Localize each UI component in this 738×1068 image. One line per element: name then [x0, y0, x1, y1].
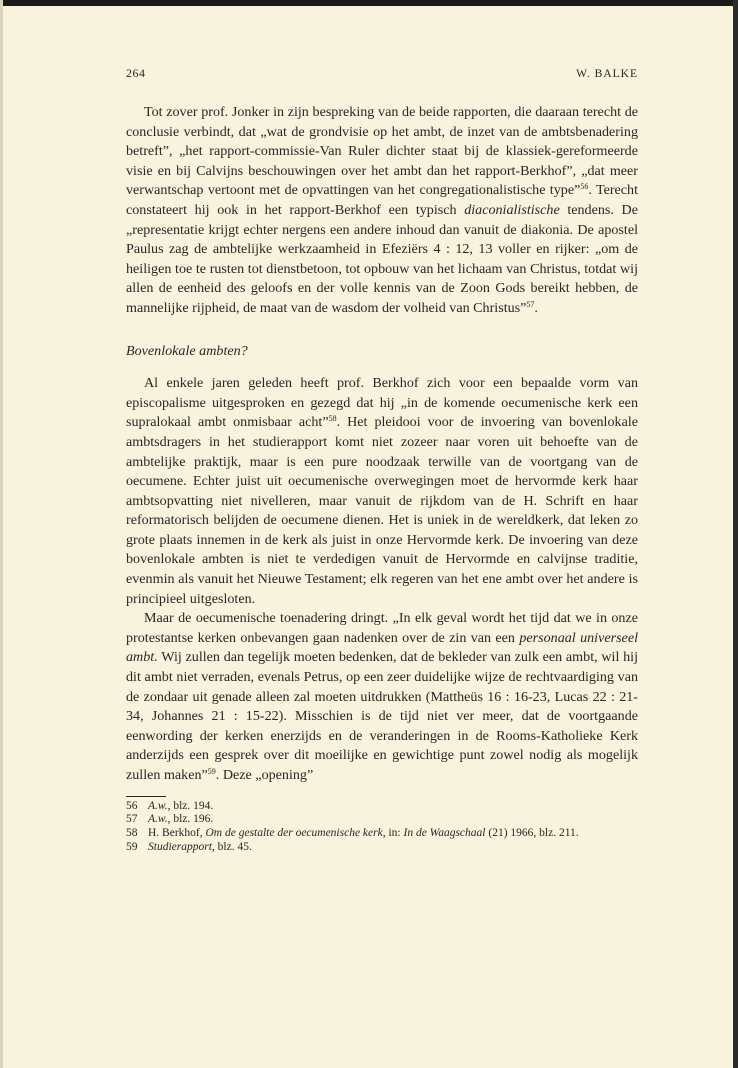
footnote-number: 58 — [126, 827, 138, 840]
page-header — [126, 66, 638, 84]
footnote: 56 A.w., blz. 194. — [126, 799, 214, 812]
footnotes — [126, 800, 638, 855]
footnote-ref: 56 — [580, 182, 589, 192]
footnote: 59 Studierapport, blz. 45. — [126, 840, 252, 853]
footnote-ref: 59 — [207, 767, 216, 776]
footnote-number: 57 — [126, 813, 138, 826]
body-text — [126, 103, 638, 786]
emphasis: personaal universeel ambt. — [126, 629, 638, 666]
scan-top-edge — [0, 0, 738, 6]
footnote: 58 H. Berkhof, Om de gestalte der oecumenische kerk, in: In de Waagschaal (21) 1966, blz. 211. — [126, 827, 579, 840]
running-head: W. BALKE — [576, 68, 638, 80]
section-heading: Bovenlokale ambten? — [126, 342, 248, 359]
paragraph: Al enkele jaren geleden heeft prof. Berkhof zich voor een bepaalde vorm van episcopalisme uitgesproken en gezegd dat hij „in de komende oecumenische kerk een supralokaal ambt onmisbaar acht”$^{58}$. Het pleidooi voor de invoering van bovenlokale ambtsdragers in het studierapport komt niet zozeer naar voren uit behoefte van de ambtelijke praktijk, maar is een pure noodzaak terwille van de voortgang van de oecumene. Echter juist uit oecumenische overwegingen moet de hervormde kerk haar ambtsopvatting niet nivelleren, maar vanuit de rijkdom van de H. Schrift en haar reformatorisch belijden de oecumene dienen. Het is uniek in de wereldkerk, dat leken zo grote plaats innemen in de kerk als juist in onze Hervormde kerk. De invoering van deze bovenlokale ambten is niet te verdedigen vanuit de Hervormde en calvijnse traditie, evenmin als vanuit het Nieuwe Testament; elk regeren van het ene ambt over het andere is principieel uitgesloten. — [126, 375, 638, 607]
footnote-number: 56 — [126, 799, 138, 812]
book-page — [126, 66, 638, 855]
paragraph: Maar de oecumenische toenadering dringt. „In elk geval wordt het tijd dat we in onze protestantse kerken onbevangen gaan nadenken over de zin van een personaal universeel ambt. Wij zullen dan tegelijk moeten bedenken, dat de bekleder van zulk een ambt, wil hij dit ambt niet verraden, evenals Petrus, op een zeer duidelijke wijze de rechtvaardiging van de zondaar uit genade alleen zal moeten uitdrukken (Mattheüs 16 : 16-23, Lucas 22 : 21-34, Johannes 21 : 15-22). Misschien is de tijd niet ver meer, dat de voortgaande eenwording der kerken enerzijds en de veranderingen in de Rooms-Katholieke Kerk anderzijds een gesprek over dit moeilijke en gewichtige punt zowel nodig als mogelijk zullen maken”$^{59}$. Deze „opening” — [126, 610, 638, 783]
emphasis: diaconialistische — [464, 201, 560, 218]
scan-right-edge — [733, 0, 738, 1068]
page-number: 264 — [126, 66, 146, 80]
footnote-ref: 58 — [328, 414, 337, 424]
scan-left-edge — [0, 0, 3, 1068]
footnote-number: 59 — [126, 840, 138, 853]
footnote-ref: 57 — [526, 299, 535, 309]
footnote-divider — [126, 796, 166, 797]
footnote: 57 A.w., blz. 196. — [126, 813, 214, 826]
paragraph: Tot zover prof. Jonker in zijn bespreking van de beide rapporten, die daaraan terecht de conclusie verbindt, dat „wat de grondvisie op het ambt, de inzet van de ambtsbenadering betreft”, „het rapport-commissie-Van Ruler dichter staat bij de klassiek-gereformeerde visie en bij Calvijns beschouwingen over het ambt dan het rapport-Berkhof”, „dat meer verwantschap vertoont met de opvattingen van het congregationalistische type”$^{56}$. Terecht constateert hij ook in het rapport-Berkhof een typisch diaconialistische tendens. De „representatie krijgt echter nergens een andere inhoud dan vanuit de diakonia. De apostel Paulus zag de ambtelijke werkzaamheid in Efeziërs 4 : 12, 13 voller en rijker: „om de heiligen toe te rusten tot dienstbetoon, tot opbouw van het lichaam van Christus, totdat wij allen de eenheid des geloofs en der volle kennis van de Zoon Gods bereikt hebben, de mannelijke rijpheid, de maat van de wasdom der volheid van Christus”$^{57}$. — [126, 104, 639, 316]
